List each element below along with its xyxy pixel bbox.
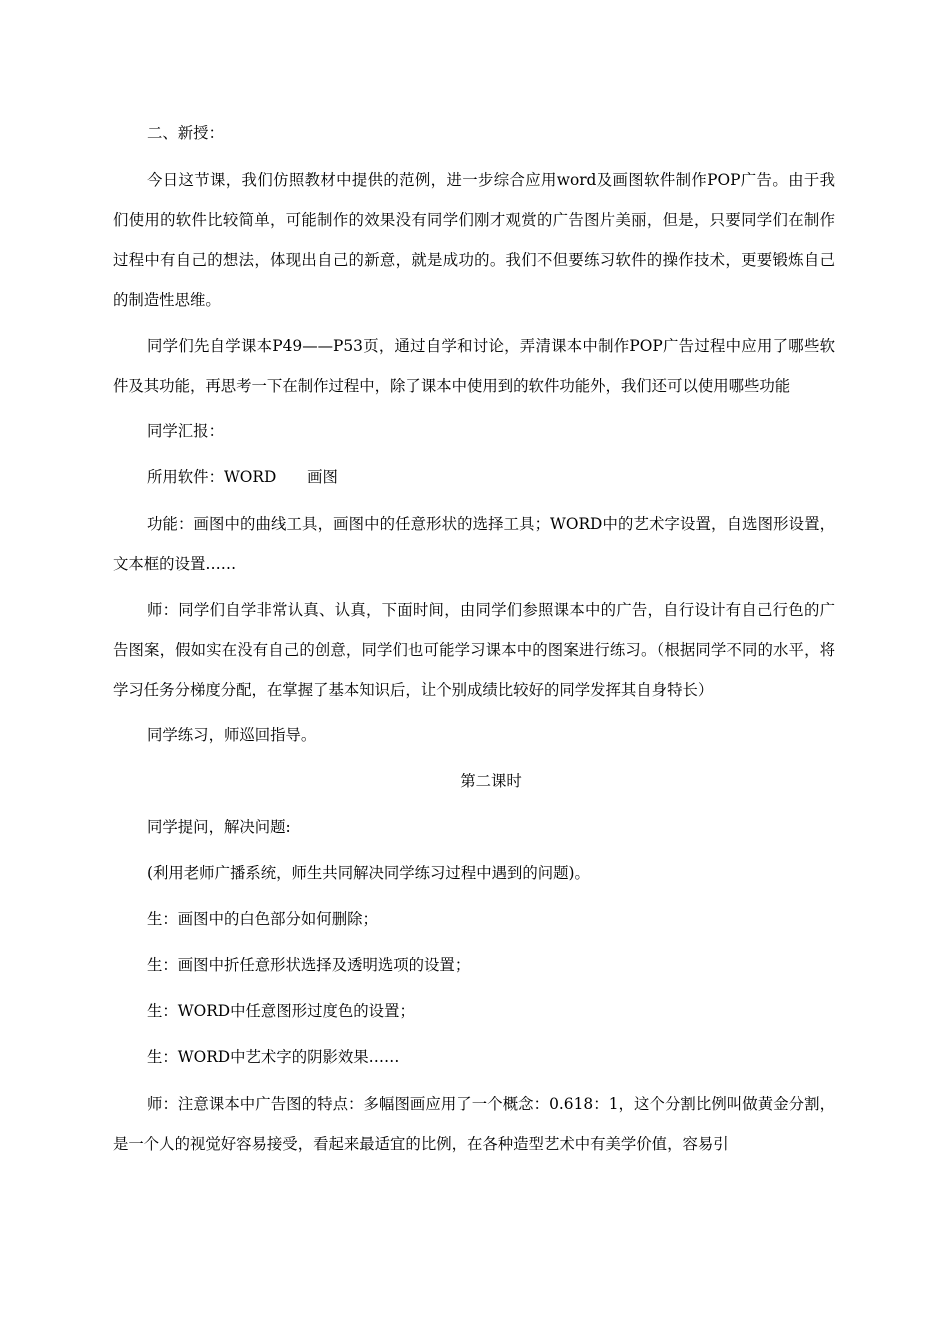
- paragraph-software-used: 所用软件：WORD 画图: [147, 468, 338, 486]
- paragraph-question-2: 生：画图中折任意形状选择及透明选项的设置；: [147, 956, 471, 974]
- paragraph-student-report: 同学汇报：: [147, 422, 224, 440]
- paragraph-functions: 功能：画图中的曲线工具，画图中的任意形状的选择工具；WORD中的艺术字设置，自选图形设置，文本框的设置……: [113, 515, 835, 573]
- paragraph-self-study: 同学们先自学课本P49——P53页，通过自学和讨论，弄清课本中制作POP广告过程中应用了哪些软件及其功能，再思考一下在制作过程中，除了课本中使用到的软件功能外，我们还可以使用哪些功能: [113, 337, 835, 395]
- paragraph-golden-ratio: 师：注意课本中广告图的特点：多幅图画应用了一个概念：0.618：1，这个分割比例叫做黄金分割，是一个人的视觉好容易接受，看起来最适宜的比例，在各种造型艺术中有美学价值，容易引: [113, 1095, 835, 1153]
- paragraph-student-questions: 同学提问，解决问题:: [147, 818, 291, 836]
- paragraph-question-4: 生：WORD中艺术字的阴影效果……: [147, 1048, 400, 1066]
- document-page: [113, 114, 835, 1170]
- paragraph-student-practice: 同学练习，师巡回指导。: [147, 726, 317, 744]
- paragraph-question-3: 生：WORD中任意图形过度色的设置；: [147, 1002, 415, 1020]
- paragraph-question-1: 生：画图中的白色部分如何删除；: [147, 910, 378, 928]
- heading-second-lesson: 第二课时: [460, 772, 522, 790]
- paragraph-teacher-instruction: 师：同学们自学非常认真、认真，下面时间，由同学们参照课本中的广告，自行设计有自己行色的广告图案，假如实在没有自己的创意，同学们也可能学习课本中的图案进行练习。（根据同学不同的水平，将学习任务分梯度分配，在掌握了基本知识后，让个别成绩比较好的同学发挥其自身特长）: [113, 601, 835, 699]
- paragraph-broadcast-system: (利用老师广播系统，师生共同解决同学练习过程中遇到的问题)。: [147, 864, 590, 882]
- paragraph-intro: 今日这节课，我们仿照教材中提供的范例，进一步综合应用word及画图软件制作POP广告。由于我们使用的软件比较简单，可能制作的效果没有同学们刚才观赏的广告图片美丽，但是，只要同学们在制作过程中有自己的想法，体现出自己的新意，就是成功的。我们不但要练习软件的操作技术，更要锻炼自己的制造性思维。: [113, 171, 835, 309]
- section-heading-new-lesson: 二、新授：: [147, 124, 224, 142]
